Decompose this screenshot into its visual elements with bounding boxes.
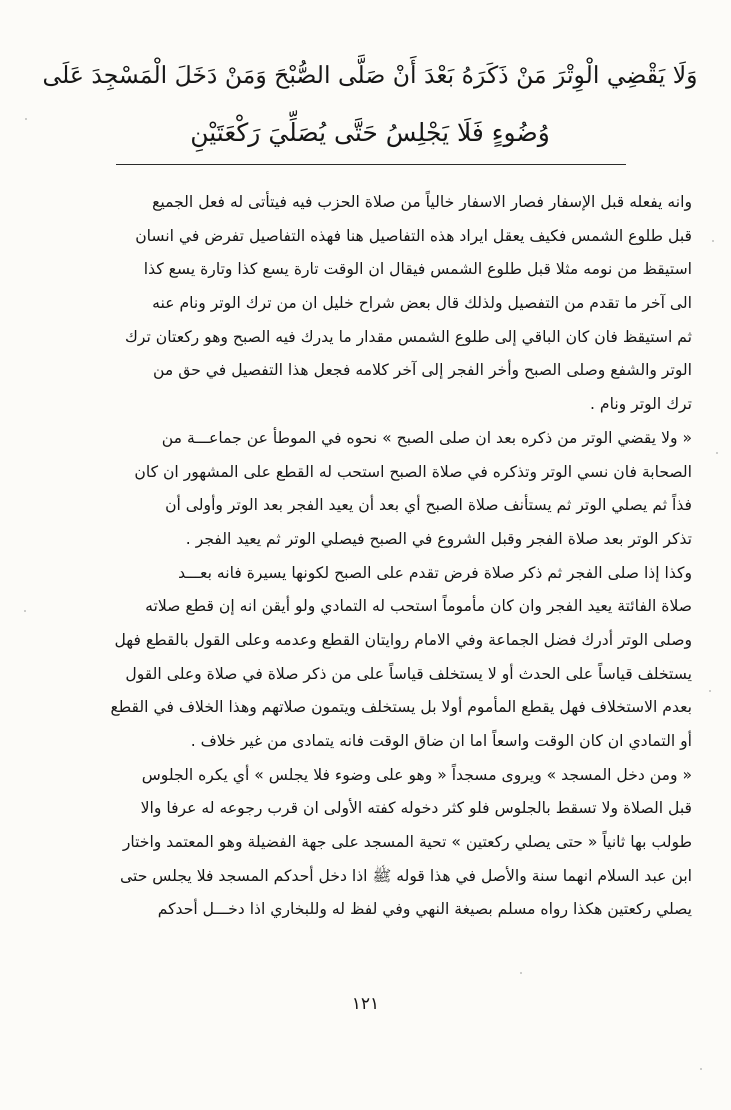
paper-speck: [520, 972, 522, 974]
text-line: وانه يفعله قبل الإسفار فصار الاسفار خالياً من صلاة الحزب فيه فيتأتى له فعل الجميع: [152, 193, 692, 211]
text-line: قبل طلوع الشمس فكيف يعقل ايراد هذه التفاصيل هنا فهذه التفاصيل تفرض في انسان: [135, 226, 692, 245]
text-line: ثم استيقظ فان كان الباقي إلى طلوع الشمس مقدار ما يدرك فيه الصبح وهو ركعتان ترك: [125, 327, 692, 346]
text-line: الصحابة فان نسي الوتر وتذكره في صلاة الصبح استحب له القطع على المشهور ان كان: [134, 462, 692, 481]
paper-speck: [25, 118, 27, 120]
paper-speck: [712, 240, 714, 242]
text-line: صلاة الفائتة يعيد الفجر وان كان مأموماً استحب له التمادي ولو أيقن انه إن قطع صلاته: [145, 597, 692, 616]
text-line: أو التمادي ان كان الوقت واسعاً اما ان ضاق الوقت فانه يتمادى من غير خلاف .: [190, 732, 692, 750]
page-number: ١٢١: [351, 994, 380, 1014]
text-line: ابن عبد السلام انهما سنة والأصل في هذا قوله ﷺ اذا دخل أحدكم المسجد فلا يجلس حتى: [120, 866, 692, 885]
text-line: الوتر والشفع وصلى الصبح وأخر الفجر إلى آخر كلامه فجعل هذا التفصيل في حق من: [153, 361, 692, 380]
matn-heading: [40, 46, 700, 162]
section-divider: [116, 164, 626, 165]
paper-speck: [700, 1068, 702, 1070]
paper-speck: [716, 452, 718, 454]
text-line: تذكر الوتر بعد صلاة الفجر وقبل الشروع في الصبح فيصلي الوتر ثم يعيد الفجر .: [185, 529, 692, 548]
text-line: يستخلف قياساً على الحدث أو لا يستخلف قياساً على من ذكر صلاة في صلاة وعلى القول: [125, 664, 692, 683]
text-line: وكذا إذا صلى الفجر ثم ذكر صلاة فرض تقدم على الصبح لكونها يسيرة فانه بعـــد: [178, 563, 692, 582]
paper-speck: [709, 690, 711, 692]
paper-speck: [24, 610, 26, 612]
text-line: يصلي ركعتين هكذا رواه مسلم بصيغة النهي وفي لفظ له وللبخاري اذا دخـــل أحدكم: [157, 900, 692, 919]
text-line: « ولا يقضي الوتر من ذكره بعد ان صلى الصبح » نحوه في الموطأ عن جماعـــة من: [161, 428, 692, 447]
text-line: قبل الصلاة ولا تسقط بالجلوس فلو كثر دخوله كفته الأولى ان قرب رجوعه له عرفا والا: [140, 799, 692, 818]
text-line: وصلى الوتر أدرك فضل الجماعة وفي الامام روايتان القطع وعدمه وعلى القول بالقطع فهل: [114, 630, 692, 649]
text-line: طولب بها ثانياً « حتى يصلي ركعتين » تحية المسجد على جهة الفضيلة وهو المعتمد واختار: [122, 833, 692, 852]
text-line: بعدم الاستخلاف فهل يقطع المأموم أولا بل يستخلف ويتمون صلاتهم وهذا الخلاف في القطع: [110, 698, 692, 717]
text-line: استيقظ من نومه مثلا قبل طلوع الشمس فيقال ان الوقت تارة يسع كذا وتارة يسع كذا: [143, 260, 692, 279]
text-line: « ومن دخل المسجد » ويروى مسجداً « وهو على وضوء فلا يجلس » أي يكره الجلوس: [141, 765, 692, 784]
text-line: ترك الوتر ونام .: [590, 395, 692, 414]
commentary-text: [38, 186, 692, 927]
matn-line: وُضُوءٍ فَلَا يَجْلِسُ حَتَّى يُصَلِّيَ رَكْعَتَيْنِ: [190, 118, 550, 147]
matn-line: وَلَا يَقْضِي الْوِتْرَ مَنْ ذَكَرَهُ بَعْدَ أَنْ صَلَّى الصُّبْحَ وَمَنْ دَخَلَ الْمَسْجِدَ عَلَى: [42, 61, 698, 89]
text-line: فذاً ثم يصلي الوتر ثم يستأنف صلاة الصبح أي بعد أن يعيد الفجر بعد الوتر وأولى أن: [165, 496, 692, 515]
text-line: الى آخر ما تقدم من التفصيل ولذلك قال بعض شراح خليل ان من ترك الوتر ونام عنه: [152, 294, 692, 313]
